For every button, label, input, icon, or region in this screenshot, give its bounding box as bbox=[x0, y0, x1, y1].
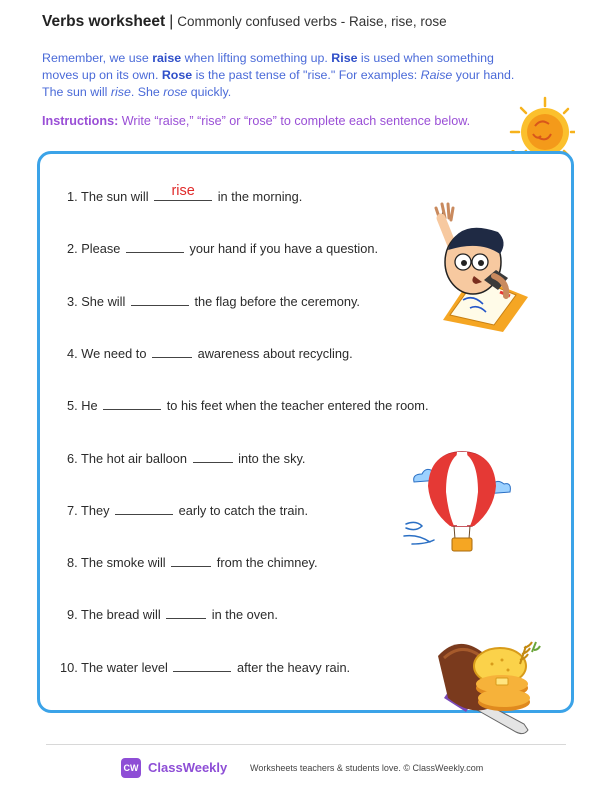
bread-loaf-illustration bbox=[430, 626, 545, 741]
example-raise: Raise bbox=[420, 68, 453, 82]
question-text-before: The water level bbox=[77, 659, 172, 675]
student-raising-hand-illustration bbox=[408, 200, 528, 335]
answer-blank[interactable] bbox=[103, 397, 161, 410]
answer-blank[interactable] bbox=[173, 659, 231, 672]
keyword-rose: Rose bbox=[161, 68, 193, 82]
classweekly-logo-icon: CW bbox=[121, 758, 141, 778]
question-row bbox=[67, 606, 278, 622]
instructions bbox=[42, 114, 470, 128]
answer-blank[interactable] bbox=[115, 502, 173, 515]
question-number: 9. bbox=[67, 607, 78, 623]
question-row bbox=[67, 450, 305, 466]
question-text-before: The smoke will bbox=[77, 555, 170, 571]
question-number: 6. bbox=[67, 450, 78, 466]
question-row bbox=[67, 397, 429, 413]
answer-blank[interactable] bbox=[126, 240, 184, 253]
question-text-before: He bbox=[77, 398, 102, 414]
question-number: 8. bbox=[67, 555, 78, 571]
keyword-rise: Rise bbox=[331, 51, 358, 65]
answer-blank[interactable] bbox=[166, 606, 206, 619]
question-number: 7. bbox=[67, 502, 78, 518]
question-row bbox=[67, 345, 353, 361]
answer-blank[interactable] bbox=[154, 183, 212, 201]
question-number: 1. bbox=[67, 189, 78, 204]
question-number: 2. bbox=[67, 241, 78, 257]
intro-text: . She bbox=[130, 85, 164, 99]
question-text-before: The hot air balloon bbox=[77, 450, 191, 466]
question-row bbox=[67, 183, 303, 204]
intro-text: is used when something moves up on its own. bbox=[42, 51, 494, 82]
intro-text: your hand. The sun will bbox=[42, 68, 515, 99]
intro-paragraph bbox=[42, 50, 532, 101]
answer-blank[interactable] bbox=[171, 554, 211, 567]
worksheet-title bbox=[42, 13, 447, 31]
question-row bbox=[60, 659, 350, 675]
question-text-after: awareness about recycling. bbox=[194, 345, 353, 361]
answer-blank[interactable] bbox=[152, 345, 192, 358]
question-text-after: the flag before the ceremony. bbox=[190, 293, 360, 309]
question-text-before: We need to bbox=[77, 345, 151, 361]
title-separator: | bbox=[169, 13, 174, 30]
question-row bbox=[67, 293, 360, 309]
intro-text: quickly. bbox=[187, 85, 232, 99]
hot-air-balloon-illustration bbox=[402, 444, 522, 559]
question-text-after: after the heavy rain. bbox=[233, 659, 351, 675]
question-text-after: in the morning. bbox=[214, 189, 303, 204]
answer-blank[interactable] bbox=[193, 450, 233, 463]
question-row bbox=[67, 554, 318, 570]
question-text-after: from the chimney. bbox=[213, 555, 318, 571]
question-text-after: early to catch the train. bbox=[175, 502, 309, 518]
instructions-text: Write “raise,” “rise” or “rose” to complete each sentence below. bbox=[118, 114, 471, 128]
instructions-label: Instructions: bbox=[42, 114, 119, 128]
question-row bbox=[67, 240, 378, 256]
question-number: 5. bbox=[67, 398, 78, 414]
question-text-before: The sun will bbox=[77, 189, 153, 204]
question-text-after: to his feet when the teacher entered the room. bbox=[163, 398, 429, 414]
question-text-after: your hand if you have a question. bbox=[185, 241, 379, 257]
title-subtitle: Commonly confused verbs - Raise, rise, rose bbox=[177, 14, 447, 29]
question-text-before: The bread will bbox=[77, 607, 165, 623]
example-rose: rose bbox=[163, 85, 188, 99]
keyword-raise: raise bbox=[152, 51, 182, 65]
intro-text: when lifting something up. bbox=[181, 51, 332, 65]
question-text-after: into the sky. bbox=[234, 450, 306, 466]
title-main: Verbs worksheet bbox=[42, 13, 166, 30]
question-text-before: Please bbox=[77, 241, 124, 257]
question-number: 4. bbox=[67, 345, 78, 361]
answer-text: rise bbox=[171, 183, 195, 199]
brand-name: ClassWeekly bbox=[148, 760, 228, 775]
intro-text: Remember, we use bbox=[42, 51, 153, 65]
answer-blank[interactable] bbox=[131, 293, 189, 306]
question-row bbox=[67, 502, 308, 518]
footer-tagline: Worksheets teachers & students love. © ClassWeekly.com bbox=[250, 763, 484, 773]
question-text-before: She will bbox=[77, 293, 129, 309]
question-text-after: in the oven. bbox=[208, 607, 278, 623]
example-rise: rise bbox=[110, 85, 131, 99]
question-number: 3. bbox=[67, 293, 78, 309]
footer-divider bbox=[46, 744, 566, 745]
question-number: 10. bbox=[60, 659, 78, 675]
question-text-before: They bbox=[77, 502, 114, 518]
intro-text: is the past tense of "rise." For examples: bbox=[192, 68, 421, 82]
